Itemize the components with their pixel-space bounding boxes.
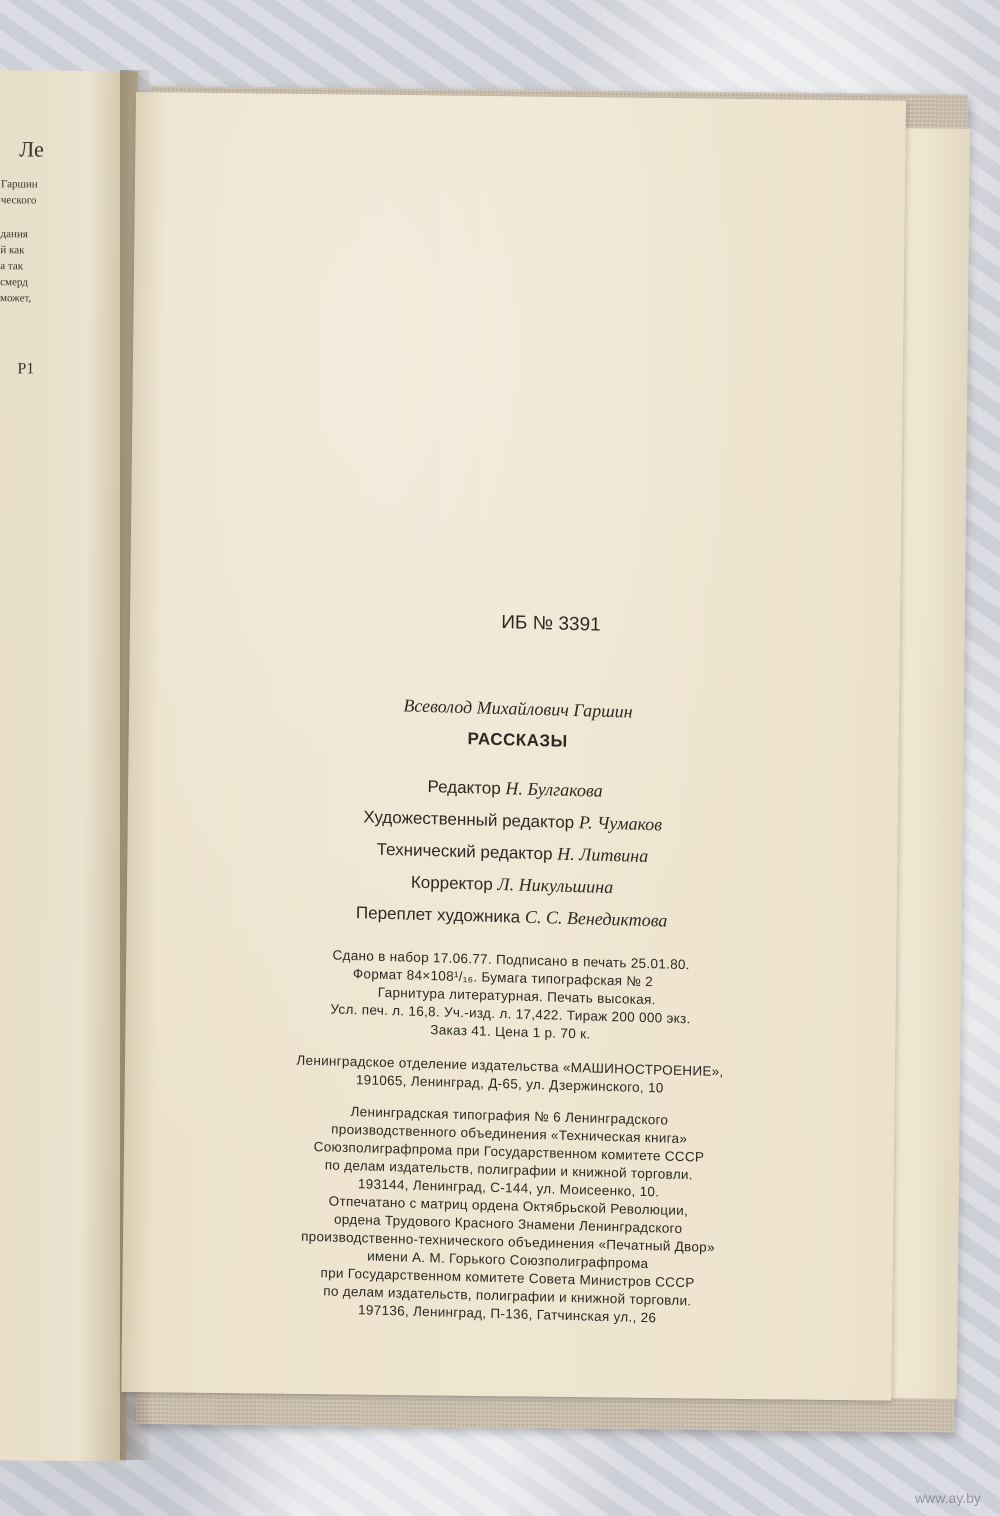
left-page-fragment: ческого <box>0 194 37 207</box>
printer-line: Союзполиграфпрома при Государственном комитете СССР <box>313 1139 705 1165</box>
print-detail-line: Гарнитура литературная. Печать высокая. <box>377 984 656 1008</box>
credit-name: С. С. Венедиктова <box>524 906 668 931</box>
left-page-fragment: й как <box>0 244 25 257</box>
watermark: www.ay.by <box>915 1490 981 1506</box>
left-page <box>0 70 138 1461</box>
credit-role: Переплет художника <box>355 903 521 927</box>
left-page-fragment: Ле <box>19 136 44 162</box>
credit-role: Корректор <box>410 872 493 894</box>
publisher-line: 191065, Ленинград, Д-65, ул. Дзержинского, 10 <box>355 1072 664 1096</box>
printer-line: производственно-технического объединения «Печатный Двор» <box>301 1228 715 1255</box>
printer-line: 197136, Ленинград, П-136, Гатчинская ул., 26 <box>358 1302 657 1326</box>
credit-role: Художественный редактор <box>363 807 575 833</box>
left-page-fragment: смерд <box>0 276 28 289</box>
left-page-fragment: а так <box>0 260 24 273</box>
left-page-fragment: Гаршин <box>0 178 38 191</box>
left-page-fragment: может, <box>0 292 32 305</box>
credit-name: Л. Никульшина <box>497 873 614 898</box>
print-detail-line: Заказ 41. Цена 1 р. 70 к. <box>430 1022 591 1042</box>
ib-number: ИБ № 3391 <box>501 612 601 636</box>
printer-line: 193144, Ленинград, С-144, ул. Моисеенко, 10. <box>357 1176 660 1200</box>
book-title: РАССКАЗЫ <box>467 729 568 751</box>
print-detail-line: Формат 84×108¹/₁₆. Бумага типографская № 2 <box>352 966 654 990</box>
printer-line: по делам издательств, полиграфии и книжной торговли. <box>323 1283 692 1309</box>
printer-line: ордена Трудового Красного Знамени Ленинградского <box>333 1211 683 1237</box>
credit-role: Технический редактор <box>376 839 553 864</box>
printer-line: Отпечатано с матриц ордена Октябрьской Революции, <box>328 1193 689 1219</box>
printer-line: при Государственном комитете Совета Министров СССР <box>320 1265 695 1291</box>
printer-line: по делам издательств, полиграфии и книжной торговли. <box>324 1157 693 1183</box>
printer-line: производственного объединения «Техническая книга» <box>331 1121 688 1147</box>
credit-name: Р. Чумаков <box>578 812 663 835</box>
print-detail-line: Сдано в набор 17.06.77. Подписано в печать 25.01.80. <box>332 947 690 973</box>
credit-name: Н. Булгакова <box>505 778 603 801</box>
left-page-fragment: дания <box>0 228 28 241</box>
credit-name: Н. Литвина <box>557 843 649 867</box>
printer-line: имени А. М. Горького Союзполиграфпрома <box>367 1248 649 1272</box>
imprint-page <box>121 92 906 1401</box>
printer-line: Ленинградская типография № 6 Ленинградского <box>350 1104 669 1128</box>
left-page-fragment: Р1 <box>17 360 35 378</box>
author-name: Всеволод Михайлович Гаршин <box>403 695 633 722</box>
print-detail-line: Усл. печ. л. 16,8. Уч.-изд. л. 17,422. Тираж 200 000 экз. <box>330 1001 691 1027</box>
publisher-line: Ленинградское отделение издательства «МАШИНОСТРОЕНИЕ», <box>296 1052 724 1080</box>
credit-role: Редактор <box>427 777 501 799</box>
